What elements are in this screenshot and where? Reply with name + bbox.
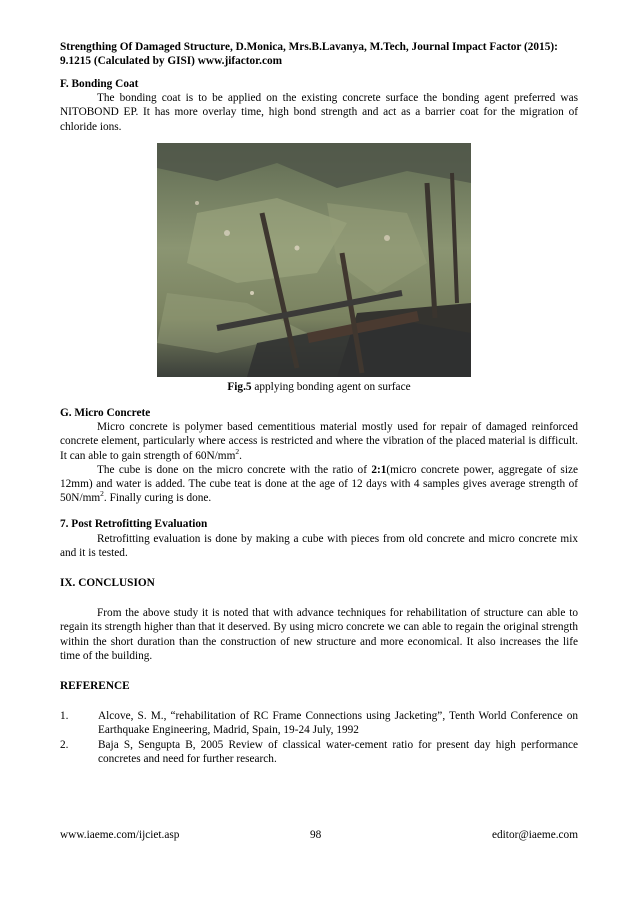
footer-website-link[interactable]: www.iaeme.com/ijciet.asp: [60, 829, 180, 841]
mix-ratio: 2:1: [371, 463, 387, 476]
paper-page: [60, 40, 578, 766]
section-g-p1-text: Micro concrete is polymer based cementitious material mostly used for repair of damaged reinforced concrete element, particularly where access is restricted and where the vibration of the placed material is difficult. It can able to gain strength of 60N/mm: [60, 421, 578, 462]
figure-caption: [60, 380, 578, 394]
conclusion-heading: IX. CONCLUSION: [60, 577, 155, 590]
page-number: 98: [310, 829, 322, 841]
references-heading: REFERENCE: [60, 680, 130, 693]
reference-number: 2.: [60, 738, 69, 751]
bonding-agent-photo: [157, 143, 471, 377]
reference-item: [60, 738, 578, 766]
section-g-paragraph-2: [60, 463, 578, 506]
running-head: Strengthing Of Damaged Structure, D.Monica, Mrs.B.Lavanya, M.Tech, Journal Impact Factor (2015): 9.1215 (Calculated by GISI) www.jifactor.com: [60, 41, 558, 67]
section-7-paragraph: Retrofitting evaluation is done by making a cube with pieces from old concrete and micro concrete mix and it is tested.: [60, 532, 578, 559]
reference-text: Alcove, S. M., “rehabilitation of RC Frame Connections using Jacketing”, Tenth World Conference on Earthquake Engineering, Madrid, Spain, 19-24 July, 1992: [98, 710, 578, 737]
section-g-heading: G. Micro Concrete: [60, 407, 151, 420]
page-footer: [60, 829, 578, 841]
figure-label: Fig.5: [227, 380, 252, 393]
superscript: 2: [235, 446, 240, 456]
reference-number: 1.: [60, 710, 69, 723]
section-7-heading: 7. Post Retrofitting Evaluation: [60, 518, 208, 531]
section-g-paragraph-1: [60, 420, 578, 463]
footer-email-link[interactable]: editor@iaeme.com: [492, 829, 578, 841]
section-f-heading: F. Bonding Coat: [60, 78, 139, 90]
reference-text: Baja S, Sengupta B, 2005 Review of classical water-cement ratio for present day high performance concretes and need for further research.: [98, 738, 578, 765]
section-g-p2-text: The cube is done on the micro concrete with the ratio of: [97, 463, 372, 476]
section-f-paragraph: The bonding coat is to be applied on the existing concrete surface the bonding agent preferred was NITOBOND EP. It has more overlay time, high bond strength and act as a barrier coat for the migration of chloride ions.: [60, 92, 578, 133]
conclusion-paragraph: From the above study it is noted that with advance techniques for rehabilitation of structure can able to regain its strength higher than that it deserved. By using micro concrete we can able to regain the original strength within the short duration than the construction of new structure and more economical. It also increases the life time of the building.: [60, 607, 578, 662]
figure-caption-text: applying bonding agent on surface: [251, 380, 411, 393]
section-g-p1-end: .: [239, 449, 242, 462]
section-g-p2-mid: (micro concrete power, aggregate of size 12mm) and water is added. The cube teat is done at the age of 12 days with 4 samples gives average strength of 50N/mm: [60, 463, 578, 505]
section-g-p2-end: . Finally curing is done.: [103, 492, 212, 505]
superscript: 2: [100, 489, 104, 499]
reference-item: [60, 709, 578, 737]
